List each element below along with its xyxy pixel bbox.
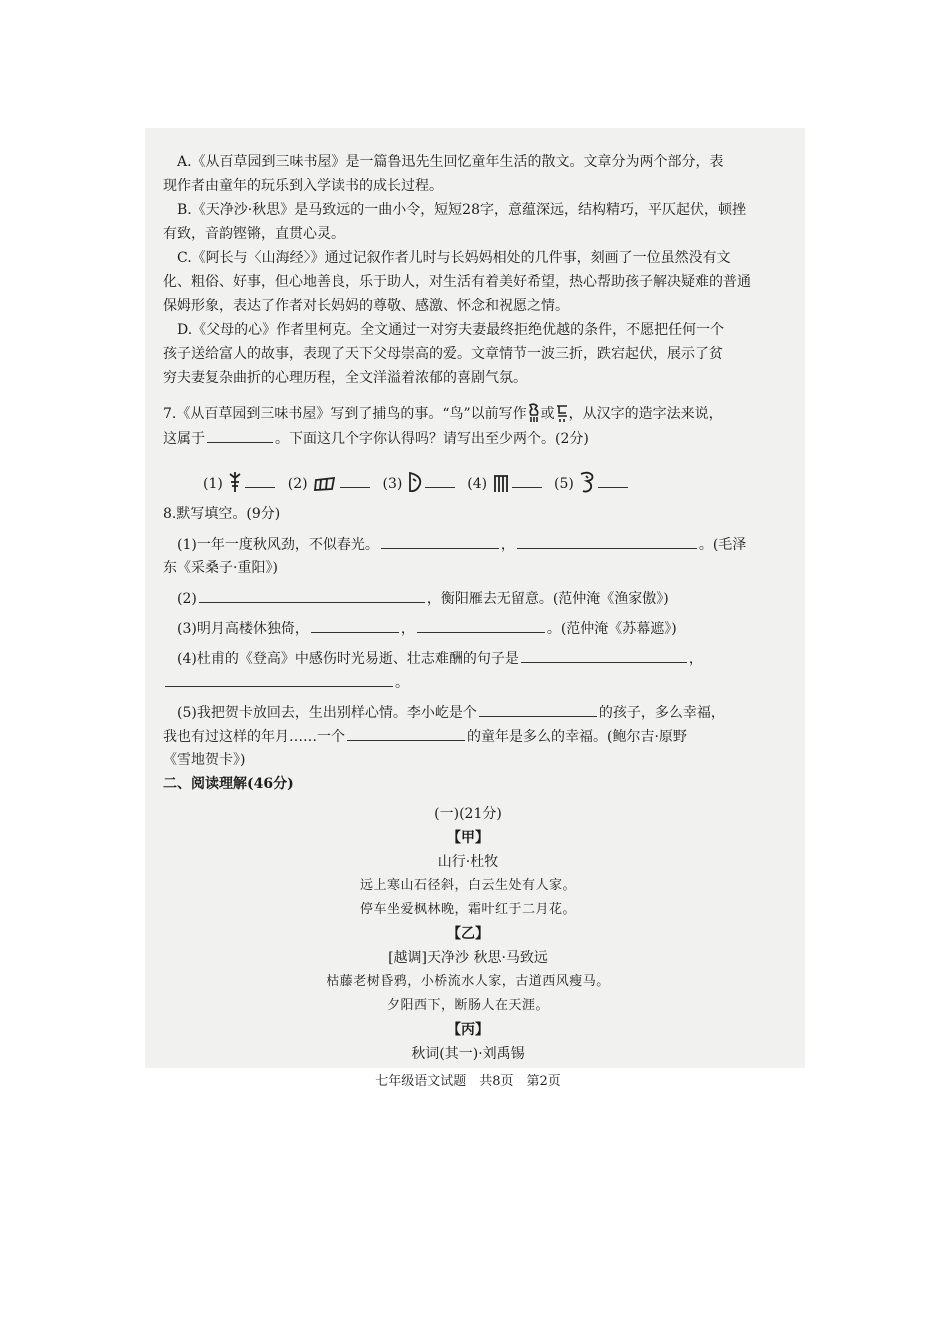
option-c-line-3: 保姆形象，表达了作者对长妈妈的尊敬、感激、怀念和祝愿之情。 <box>163 298 569 314</box>
q7-text-a: 7.《从百草园到三味书屋》写到了捕鸟的事。“鸟”以前写作 <box>163 406 527 422</box>
q8-s5-line-2 <box>163 724 773 748</box>
option-c-line-2: 化、粗俗、好事，但心地善良，乐于助人，对生活有着美好希望，热心帮助孩子解决疑难的普通 <box>163 274 751 290</box>
poem-bing-title: 秋词(其一)·刘禹锡 <box>411 1046 525 1062</box>
q7-item-3-label: (3) <box>382 476 403 492</box>
q8-s1-blank-1[interactable] <box>381 532 499 549</box>
poem-bing-label: 【丙】 <box>447 1022 489 1038</box>
ancient-glyph-5-icon <box>578 476 596 492</box>
q8-s2-blank[interactable] <box>199 586 425 603</box>
q8-s4-text: (4)杜甫的《登高》中感伤时光易逝、壮志难酬的句子是 <box>177 651 519 667</box>
poem-jia-line-2: 停车坐爱枫林晚，霜叶红于二月花。 <box>359 902 576 917</box>
q8-s2-source: ，衡阳雁去无留意。(范仲淹《渔家傲》) <box>426 591 669 607</box>
q8-s3-blank-1[interactable] <box>311 616 399 633</box>
q7-item-4-label: (4) <box>467 476 488 492</box>
poem-yi-line-2: 夕阳西下，断肠人在天涯。 <box>386 998 549 1013</box>
poem-yi-title: [越调]天净沙 秋思·马致远 <box>388 950 548 966</box>
q8-s4-sep: ， <box>688 651 703 667</box>
exam-page <box>163 150 773 1094</box>
poem-jia-title: 山行·杜牧 <box>437 854 499 870</box>
option-d <box>163 318 773 390</box>
q7-item-5 <box>554 470 630 496</box>
option-c <box>163 246 773 318</box>
q8-s1-line-1 <box>163 532 773 556</box>
q8-s1-text: (1)一年一度秋风劲，不似春光。 <box>177 537 379 553</box>
q7-line-2 <box>163 426 773 450</box>
option-a <box>163 150 773 198</box>
q7-item-3 <box>383 470 457 496</box>
q8-s1-line-2: 东《采桑子·重阳》) <box>163 560 278 576</box>
q8-title: 8.默写填空。(9分) <box>163 506 281 522</box>
q7-item-2-label: (2) <box>287 476 308 492</box>
q8-s3-text: (3)明月高楼休独倚， <box>177 621 309 637</box>
q8-s3-sep: ， <box>400 621 415 637</box>
q7-text-b: ，从汉字的造字法来说， <box>568 406 723 422</box>
q8-s5-blank-2[interactable] <box>347 724 465 741</box>
q8-s5-text-a: (5)我把贺卡放回去，生出别样心情。李小屹是个 <box>177 705 477 721</box>
q7-item-1-label: (1) <box>203 476 223 492</box>
q8-s4-line-1 <box>163 646 773 670</box>
q8-s5-text-c: 我也有过这样的年月……一个 <box>163 729 345 745</box>
option-a-line-2: 现作者由童年的玩乐到入学读书的成长过程。 <box>163 178 443 194</box>
q7-item-1 <box>203 470 277 496</box>
q8-s3 <box>163 616 773 640</box>
part-2-title: 二、阅读理解(46分) <box>163 776 294 792</box>
option-b-line-1: B.《天净沙·秋思》是马致远的一曲小令，短短28字，意蕴深远，结构精巧，平仄起伏，顿挫 <box>177 202 747 218</box>
q7-item-3-blank[interactable] <box>425 471 455 488</box>
q8-s3-source: 。(范仲淹《苏幕遮》) <box>546 621 677 637</box>
q8-s2-text: (2) <box>177 591 197 607</box>
ancient-glyph-2-icon <box>312 476 338 492</box>
q7-glyph-items <box>163 470 773 498</box>
q8-s5-line-1 <box>163 700 773 724</box>
q8-s4-end: 。 <box>395 675 409 691</box>
question-7 <box>163 402 773 450</box>
q7-item-5-blank[interactable] <box>598 471 628 488</box>
option-d-line-1: D.《父母的心》作者里柯克。全文通过一对穷夫妻最终拒绝优越的条件，不愿把任何一个 <box>177 322 725 338</box>
q7-item-2-blank[interactable] <box>340 471 370 488</box>
option-c-line-1: C.《阿长与〈山海经〉》通过记叙作者儿时与长妈妈相处的几件事，刻画了一位虽然没有文 <box>177 250 731 266</box>
q7-item-5-label: (5) <box>554 476 574 492</box>
q7-text-d: 。下面这几个字你认得吗？请写出至少两个。(2分) <box>275 431 589 447</box>
q8-s5-text-d: 的童年是多么的幸福。(鲍尔吉·原野 <box>467 729 687 745</box>
q8-s5-blank-1[interactable] <box>479 700 597 717</box>
part-2-reading <box>163 772 773 1066</box>
q8-s1-sep: ， <box>500 537 515 553</box>
q8-s2 <box>163 586 773 610</box>
q8-s4-blank-2[interactable] <box>165 670 393 687</box>
poem-yi-label: 【乙】 <box>447 926 489 942</box>
poem-jia-label: 【甲】 <box>447 830 489 846</box>
q7-item-4-blank[interactable] <box>512 471 542 488</box>
question-8 <box>163 502 773 772</box>
q8-s1-source-a: 。(毛泽 <box>698 537 747 553</box>
q8-s4-line-2 <box>163 670 773 694</box>
option-d-line-2: 孩子送给富人的故事，表现了天下父母崇高的爱。文章情节一波三折，跌宕起伏，展示了贫 <box>163 346 723 362</box>
q8-s3-blank-2[interactable] <box>417 616 545 633</box>
q8-s1-blank-2[interactable] <box>517 532 697 549</box>
q8-s5-text-b: 的孩子，多么幸福， <box>598 705 725 721</box>
ancient-glyph-3-icon <box>407 476 423 492</box>
q8-s4-blank-1[interactable] <box>521 646 687 663</box>
option-a-line-1: A.《从百草园到三味书屋》是一篇鲁迅先生回忆童年生活的散文。文章分为两个部分，表 <box>177 154 724 170</box>
q7-item-4 <box>467 471 543 496</box>
q7-text-c: 这属于 <box>163 431 205 447</box>
q7-item-2 <box>288 471 372 496</box>
part-2-subsection: (一)(21分) <box>434 806 502 822</box>
q7-item-1-blank[interactable] <box>245 471 275 488</box>
poem-yi-line-1: 枯藤老树昏鸦，小桥流水人家，古道西风瘦马。 <box>326 974 610 989</box>
poem-jia-line-1: 远上寒山石径斜，白云生处有人家。 <box>359 878 576 893</box>
ancient-glyph-4-icon <box>492 476 510 492</box>
q7-or: 或 <box>540 406 555 422</box>
option-d-line-3: 穷夫妻复杂曲折的心理历程，全文洋溢着浓郁的喜剧气氛。 <box>163 370 527 386</box>
q8-s5-line-3: 《雪地贺卡》) <box>163 752 246 768</box>
page-footer: 七年级语文试题 共8页 第2页 <box>375 1074 561 1089</box>
option-b-line-2: 有致，音韵铿锵，直贯心灵。 <box>163 226 345 242</box>
q7-answer-blank[interactable] <box>207 426 273 443</box>
option-b <box>163 198 773 246</box>
ancient-glyph-1-icon <box>227 476 243 492</box>
q7-line-1 <box>163 402 773 426</box>
